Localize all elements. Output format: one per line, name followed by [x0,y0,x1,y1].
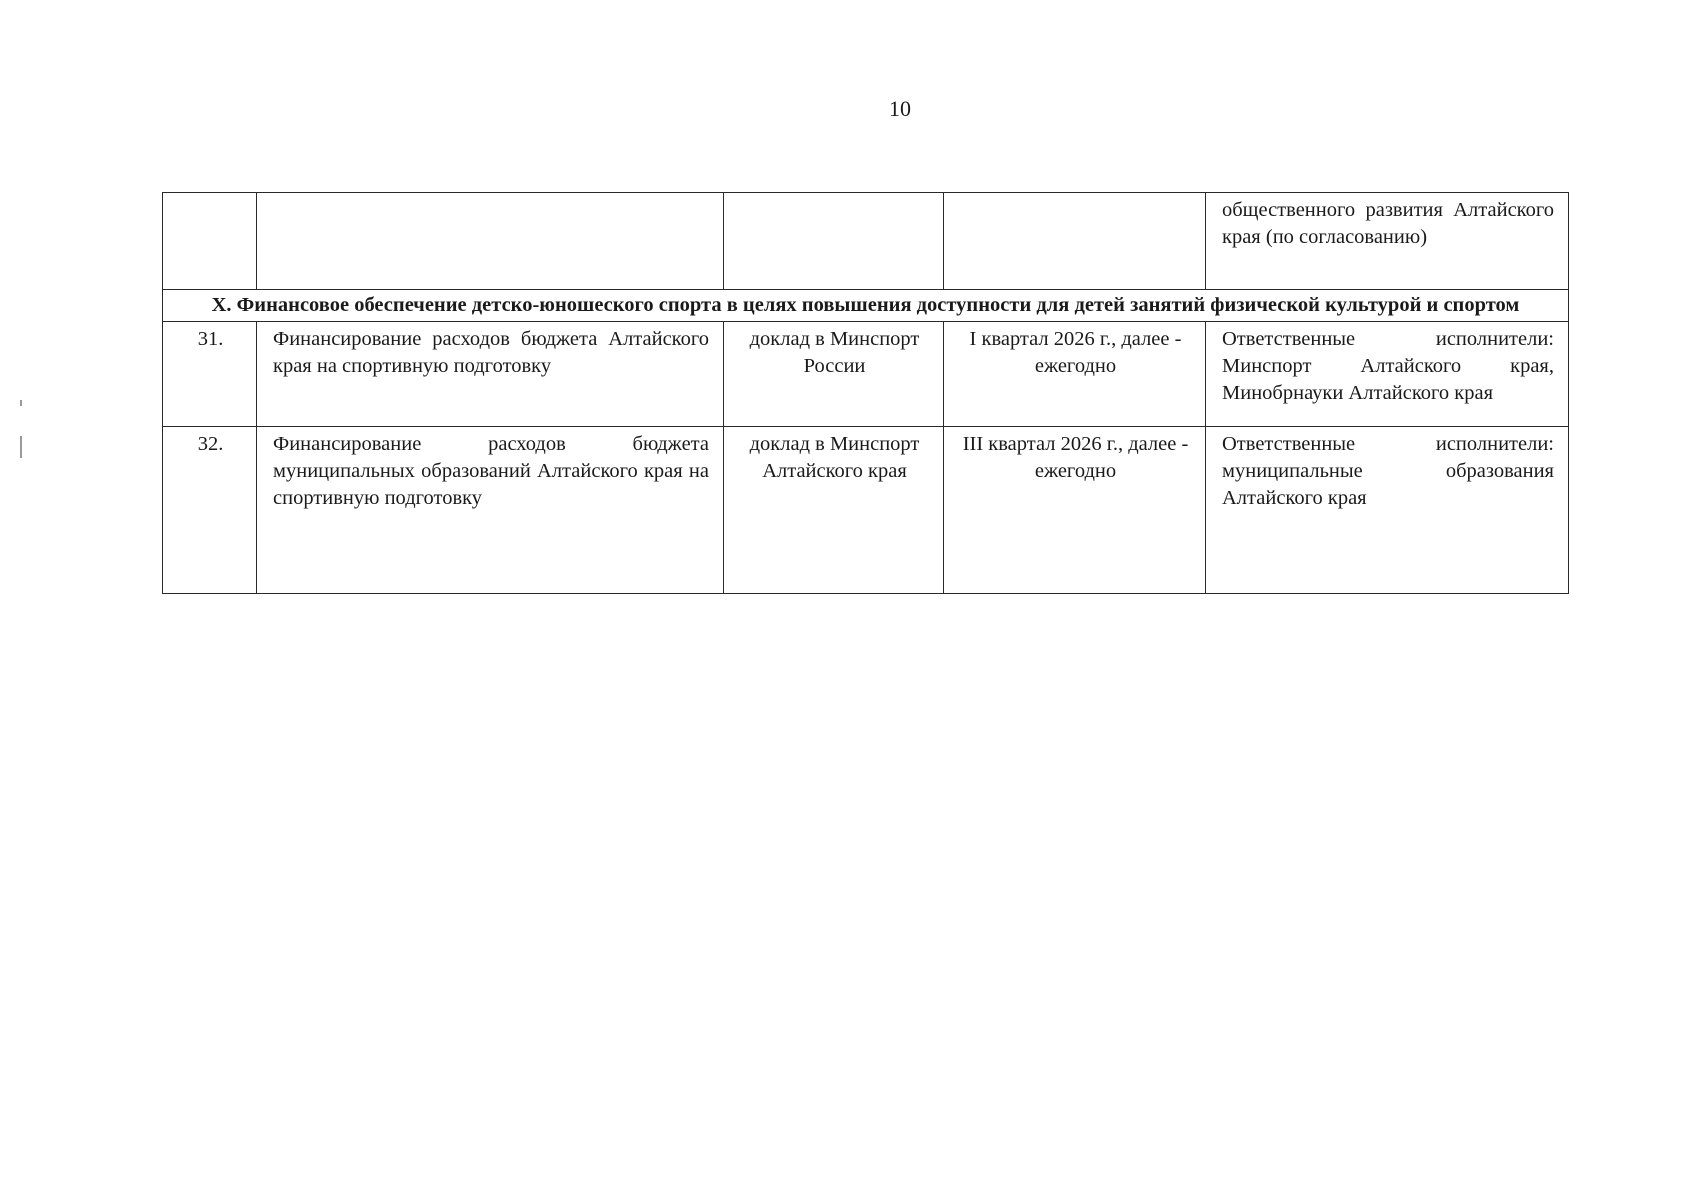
page-number: 10 [889,96,911,121]
cell-num: 32. [163,427,257,594]
table-row [163,427,1569,594]
cell-description: Финансирование расходов бюджета муниципальных образований Алтайского края на спортивную подготовку [257,427,724,594]
cell-description: Финансирование расходов бюджета Алтайского края на спортивную подготовку [257,322,724,427]
cell-responsible: Ответственные исполнители: муниципальные образования Алтайского края [1206,427,1569,594]
cell-responsible: общественного развития Алтайского края (по согласованию) [1206,193,1569,290]
cell-form: доклад в Минспорт Алтайского края [724,427,944,594]
cell-term-empty [944,193,1206,290]
cell-form-empty [724,193,944,290]
measures-table [162,192,1569,594]
section-title: X. Финансовое обеспечение детско-юношеского спорта в целях повышения доступности для детей занятий физической культурой и спортом [163,290,1569,322]
cell-num: 31. [163,322,257,427]
table-row [163,322,1569,427]
table-row-continuation [163,193,1569,290]
cell-description-empty [257,193,724,290]
scan-artifact-mark [20,400,22,406]
cell-num-empty [163,193,257,290]
cell-responsible: Ответственные исполнители: Минспорт Алтайского края, Минобрнауки Алтайского края [1206,322,1569,427]
cell-term: I квартал 2026 г., далее - ежегодно [944,322,1206,427]
scan-artifact-mark [20,436,22,458]
cell-term: III квартал 2026 г., далее - ежегодно [944,427,1206,594]
cell-form: доклад в Минспорт России [724,322,944,427]
section-header-row [163,290,1569,322]
